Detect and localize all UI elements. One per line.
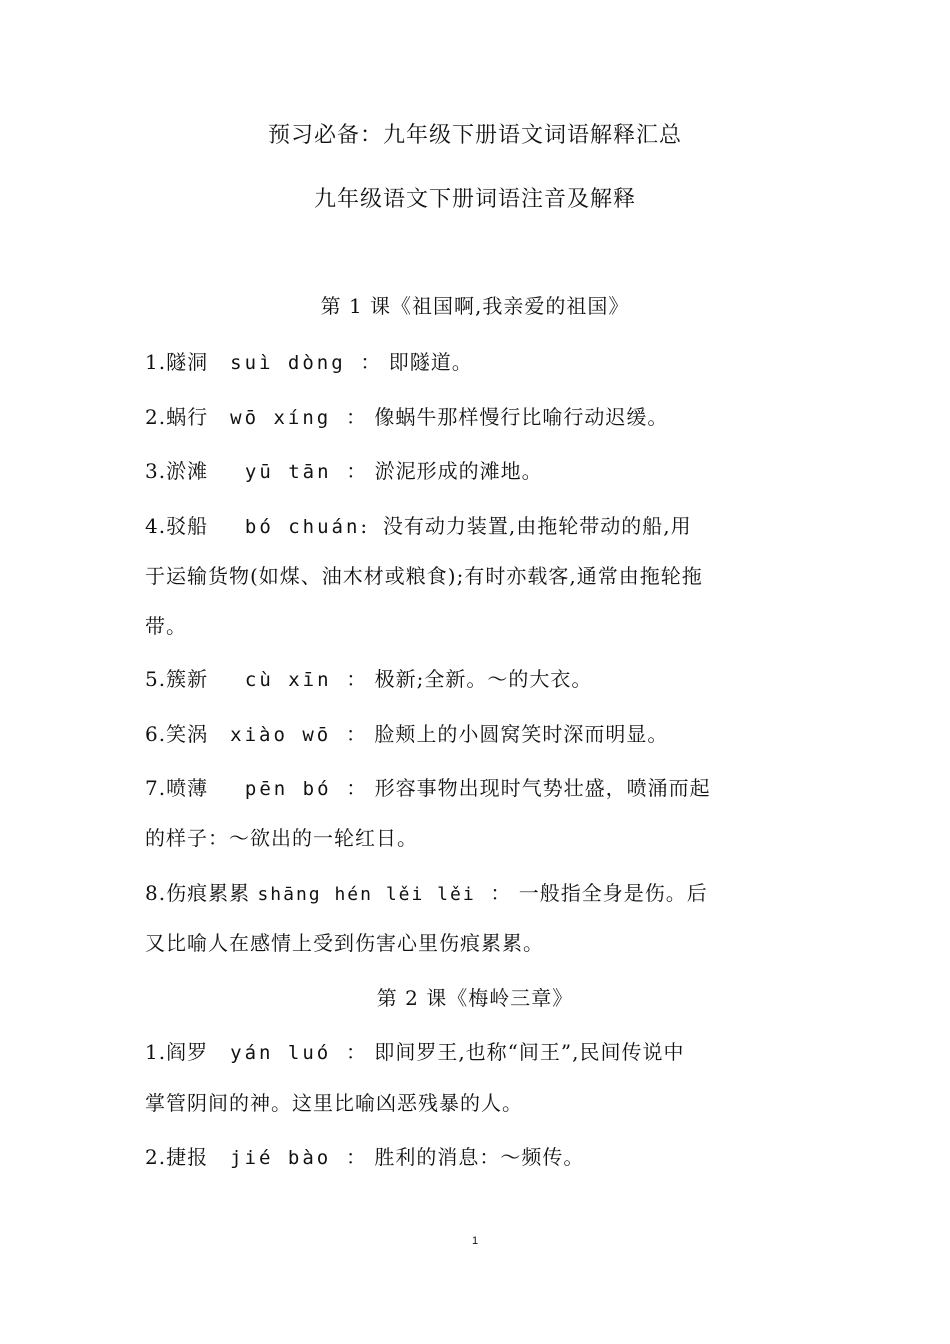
item-separator: : (360, 514, 369, 538)
item-number: 8. (145, 881, 167, 905)
item-definition-continued: 带。 (145, 614, 187, 638)
item-pinyin: bó chuán (244, 516, 361, 538)
item-word: 驳船 (166, 514, 209, 538)
item-number: 4. (145, 514, 167, 538)
item-separator: ： (345, 722, 367, 746)
item-definition: 即隧道。 (388, 350, 473, 374)
item-separator: ： (490, 881, 512, 905)
item-definition: 胜利的消息：～频传。 (374, 1145, 585, 1169)
item-definition: 极新;全新。～的大衣。 (374, 667, 593, 691)
list-item (145, 455, 815, 484)
page-number: 1 (471, 1235, 479, 1247)
list-item (145, 510, 815, 539)
item-number: 1. (145, 1040, 167, 1064)
list-item (145, 401, 815, 430)
item-definition: 脸颊上的小圆窝笑时深而明显。 (374, 722, 669, 746)
item-pinyin: jié bào (230, 1147, 332, 1169)
item-number: 2. (145, 405, 167, 429)
item-word: 阎罗 (166, 1040, 209, 1064)
item-pinyin: shāng hén lěi lěi (257, 884, 476, 905)
item-separator: ： (345, 1040, 367, 1064)
item-pinyin: cù xīn (244, 669, 332, 691)
item-definition-continued: 掌管阴间的神。这里比喻凶恶残暴的人。 (145, 1091, 523, 1115)
item-separator: ： (345, 1145, 367, 1169)
item-number: 1. (145, 350, 167, 374)
item-definition: 没有动力装置,由拖轮带动的船,用 (382, 514, 692, 538)
item-word: 喷薄 (166, 776, 209, 800)
item-pinyin: suì dòng (230, 352, 346, 374)
item-definition: 淤泥形成的滩地。 (374, 459, 543, 483)
item-word: 笑涡 (166, 722, 209, 746)
item-word: 隧洞 (166, 350, 209, 374)
item-word: 簇新 (166, 667, 209, 691)
item-definition-continued: 的样子：～欲出的一轮红日。 (145, 826, 418, 850)
item-word: 淤滩 (166, 459, 209, 483)
list-item (145, 718, 815, 747)
list-item (145, 1141, 815, 1170)
item-number: 5. (145, 667, 167, 691)
document-title: 预习必备：九年级下册语文词语解释汇总 (267, 123, 682, 148)
list-item (145, 1036, 815, 1065)
item-number: 2. (145, 1145, 167, 1169)
item-definition: 一般指全身是伤。后 (518, 881, 708, 905)
item-separator: ： (360, 350, 382, 374)
item-pinyin: wō xíng (230, 407, 332, 429)
item-separator: ： (346, 459, 368, 483)
item-pinyin: xiào wō (230, 724, 332, 746)
item-definition: 形容事物出现时气势壮盛，喷涌而起 (374, 776, 711, 800)
item-definition-continued: 于运输货物(如煤、油木材或粮食);有时亦载客,通常由拖轮拖 (145, 564, 703, 588)
list-item (145, 346, 815, 375)
item-pinyin: yū tān (244, 461, 332, 483)
item-separator: ： (346, 776, 368, 800)
lesson-1-heading: 第 1 课《祖国啊,我亲爱的祖国》 (320, 294, 630, 318)
list-item (145, 663, 815, 692)
item-number: 7. (145, 776, 167, 800)
item-word: 蜗行 (166, 405, 209, 429)
item-definition: 像蜗牛那样慢行比喻行动迟缓。 (374, 405, 669, 429)
item-definition-continued: 又比喻人在感情上受到伤害心里伤痕累累。 (145, 931, 544, 955)
item-pinyin: pēn bó (244, 778, 332, 800)
lesson-2-heading: 第 2 课《梅岭三章》 (376, 986, 574, 1010)
item-separator: ： (346, 667, 368, 691)
item-number: 6. (145, 722, 167, 746)
list-item (145, 772, 815, 801)
list-item (145, 877, 815, 906)
document-subtitle: 九年级语文下册词语注音及解释 (313, 187, 636, 212)
item-word: 伤痕累累 (166, 881, 251, 905)
item-definition: 即间罗王,也称“间王”,民间传说中 (374, 1040, 685, 1064)
item-pinyin: yán luó (230, 1042, 332, 1064)
item-number: 3. (145, 459, 167, 483)
item-word: 捷报 (166, 1145, 209, 1169)
item-separator: ： (345, 405, 367, 429)
